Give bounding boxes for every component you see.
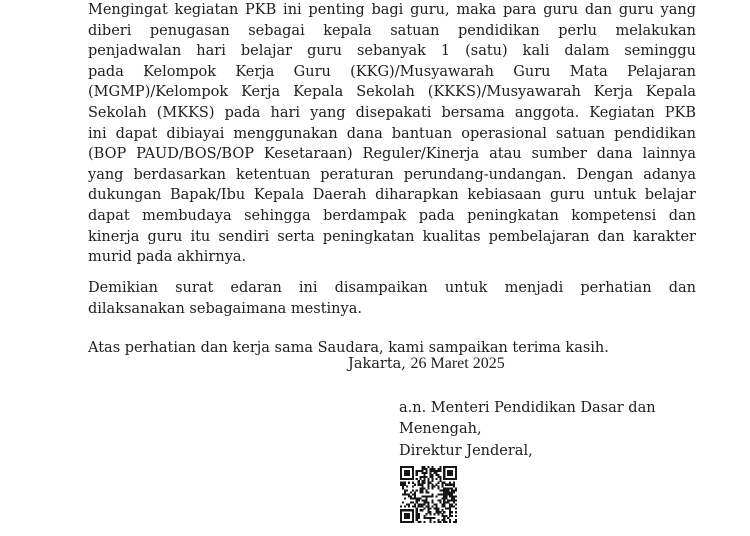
dateline-date: 26 Maret 2025 [410,355,505,372]
dateline-city: Jakarta, [348,356,406,372]
paragraph-line: ini dapat dibiayai menggunakan dana bantuan operasional satuan pendidikan [88,125,696,142]
paragraph-line: diberi penugasan sebagai kepala satuan pendidikan perlu melakukan [88,22,696,39]
paragraph-line: (MGMP)/Kelompok Kerja Kepala Sekolah (KKKS)/Musyawarah Kerja Kepala [88,84,696,101]
body-paragraph-demikian [88,278,696,319]
signature-block [399,398,719,462]
dateline [348,354,505,375]
paragraph-line: dilaksanakan sebagaimana mestinya. [88,300,362,317]
paragraph-line: Sekolah (MKKS) pada hari yang disepakati bersama anggota. Kegiatan PKB [88,104,696,121]
qr-code-icon [400,466,457,523]
paragraph-line: dapat membudaya sehingga berdampak pada peningkatan kompetensi dan [88,207,696,224]
paragraph-line: murid pada akhirnya. [88,249,247,266]
paragraph-line: yang berdasarkan ketentuan peraturan perundang-undangan. Dengan adanya [88,166,696,183]
body-paragraph-main [88,0,696,268]
signature-line: Direktur Jenderal, [399,442,533,459]
closing-thanks-line: Atas perhatian dan kerja sama Saudara, kami sampaikan terima kasih. [88,340,609,356]
paragraph-line: kinerja guru itu sendiri serta peningkatan kualitas pembelajaran dan karakter [88,228,696,245]
paragraph-line: Mengingat kegiatan PKB ini penting bagi guru, maka para guru dan guru yang [88,2,696,18]
paragraph-line: pada Kelompok Kerja Guru (KKG)/Musyawarah Guru Mata Pelajaran [88,63,696,80]
signature-line: Menengah, [399,421,482,438]
paragraph-line: penjadwalan hari belajar guru sebanyak 1 (satu) kali dalam seminggu [88,43,696,60]
signature-line: a.n. Menteri Pendidikan Dasar dan [399,400,656,416]
paragraph-line: dukungan Bapak/Ibu Kepala Daerah diharapkan kebiasaan guru untuk belajar [88,187,696,204]
paragraph-line: (BOP PAUD/BOS/BOP Kesetaraan) Reguler/Kinerja atau sumber dana lainnya [88,146,696,163]
paragraph-line: Demikian surat edaran ini disampaikan untuk menjadi perhatian dan [88,280,696,296]
